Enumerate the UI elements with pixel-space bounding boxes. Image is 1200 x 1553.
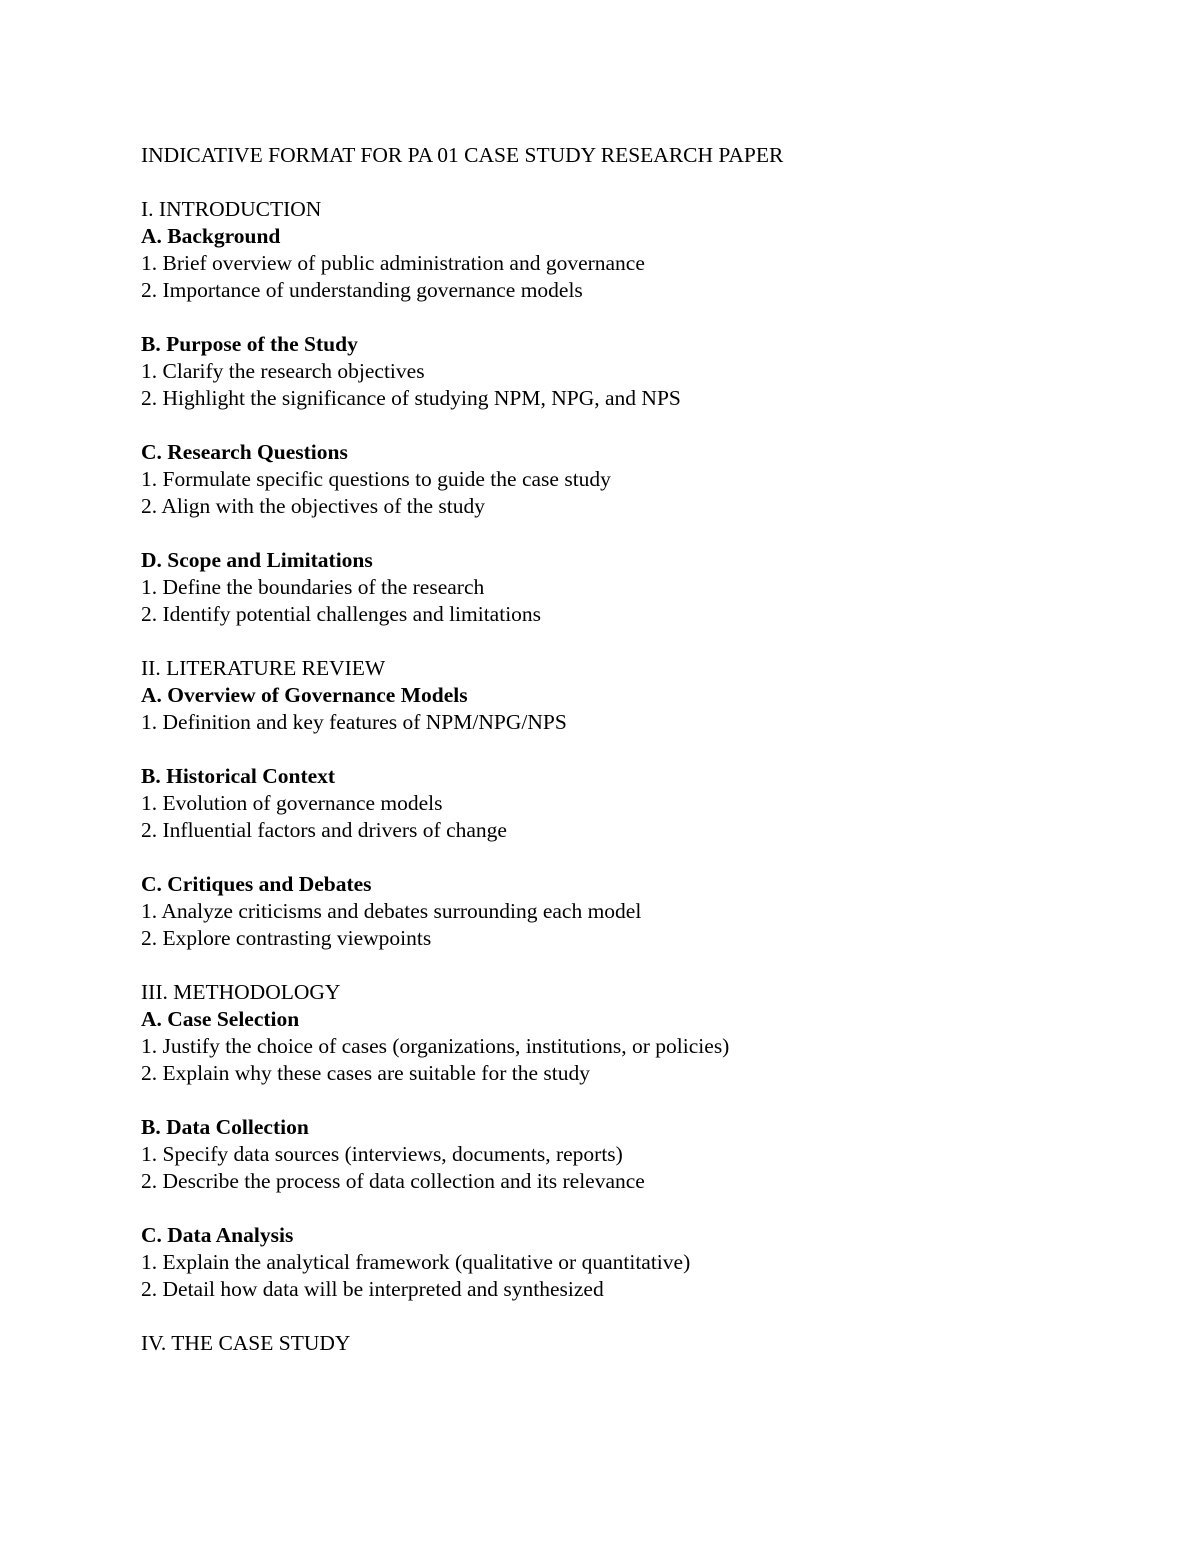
outline-item: 2. Identify potential challenges and limitations bbox=[141, 602, 542, 626]
section-heading: II. LITERATURE REVIEW bbox=[141, 656, 386, 680]
outline-item: 1. Justify the choice of cases (organizations, institutions, or policies) bbox=[141, 1034, 730, 1058]
subsection-heading: B. Purpose of the Study bbox=[141, 332, 358, 356]
outline-item: 2. Describe the process of data collection and its relevance bbox=[141, 1169, 645, 1193]
outline-subsection bbox=[141, 547, 1041, 628]
document-body bbox=[141, 142, 1041, 1357]
subsection-heading: B. Data Collection bbox=[141, 1115, 309, 1139]
outline-item: 1. Evolution of governance models bbox=[141, 791, 443, 815]
subsection-heading: D. Scope and Limitations bbox=[141, 548, 373, 572]
section-heading: I. INTRODUCTION bbox=[141, 197, 322, 221]
outline bbox=[141, 196, 1041, 1357]
outline-item: 1. Analyze criticisms and debates surrounding each model bbox=[141, 899, 642, 923]
outline-item: 1. Definition and key features of NPM/NPG/NPS bbox=[141, 710, 567, 734]
outline-item: 1. Clarify the research objectives bbox=[141, 359, 425, 383]
outline-item: 2. Explore contrasting viewpoints bbox=[141, 926, 432, 950]
outline-section bbox=[141, 979, 1041, 1303]
outline-subsection bbox=[141, 1222, 1041, 1303]
subsection-heading: C. Data Analysis bbox=[141, 1223, 294, 1247]
outline-item: 2. Align with the objectives of the study bbox=[141, 494, 485, 518]
section-heading: III. METHODOLOGY bbox=[141, 980, 341, 1004]
outline-subsection bbox=[141, 1006, 1041, 1087]
outline-subsection bbox=[141, 223, 1041, 304]
outline-subsection bbox=[141, 682, 1041, 736]
outline-item: 2. Importance of understanding governance models bbox=[141, 278, 583, 302]
subsection-heading: B. Historical Context bbox=[141, 764, 336, 788]
outline-section bbox=[141, 196, 1041, 628]
outline-item: 1. Specify data sources (interviews, documents, reports) bbox=[141, 1142, 623, 1166]
outline-subsection bbox=[141, 871, 1041, 952]
document-title: INDICATIVE FORMAT FOR PA 01 CASE STUDY RESEARCH PAPER bbox=[141, 143, 784, 167]
outline-section bbox=[141, 1330, 1041, 1357]
section-heading: IV. THE CASE STUDY bbox=[141, 1331, 351, 1355]
subsection-heading: A. Overview of Governance Models bbox=[141, 683, 468, 707]
subsection-heading: C. Critiques and Debates bbox=[141, 872, 372, 896]
outline-item: 1. Formulate specific questions to guide the case study bbox=[141, 467, 611, 491]
outline-item: 2. Explain why these cases are suitable for the study bbox=[141, 1061, 590, 1085]
outline-subsection bbox=[141, 331, 1041, 412]
outline-item: 1. Explain the analytical framework (qualitative or quantitative) bbox=[141, 1250, 691, 1274]
outline-subsection bbox=[141, 439, 1041, 520]
outline-item: 1. Define the boundaries of the research bbox=[141, 575, 485, 599]
outline-subsection bbox=[141, 1114, 1041, 1195]
outline-item: 2. Influential factors and drivers of change bbox=[141, 818, 507, 842]
subsection-heading: A. Background bbox=[141, 224, 281, 248]
outline-item: 2. Detail how data will be interpreted and synthesized bbox=[141, 1277, 604, 1301]
outline-item: 1. Brief overview of public administration and governance bbox=[141, 251, 645, 275]
outline-item: 2. Highlight the significance of studying NPM, NPG, and NPS bbox=[141, 386, 681, 410]
outline-section bbox=[141, 655, 1041, 952]
subsection-heading: A. Case Selection bbox=[141, 1007, 300, 1031]
subsection-heading: C. Research Questions bbox=[141, 440, 348, 464]
outline-subsection bbox=[141, 763, 1041, 844]
